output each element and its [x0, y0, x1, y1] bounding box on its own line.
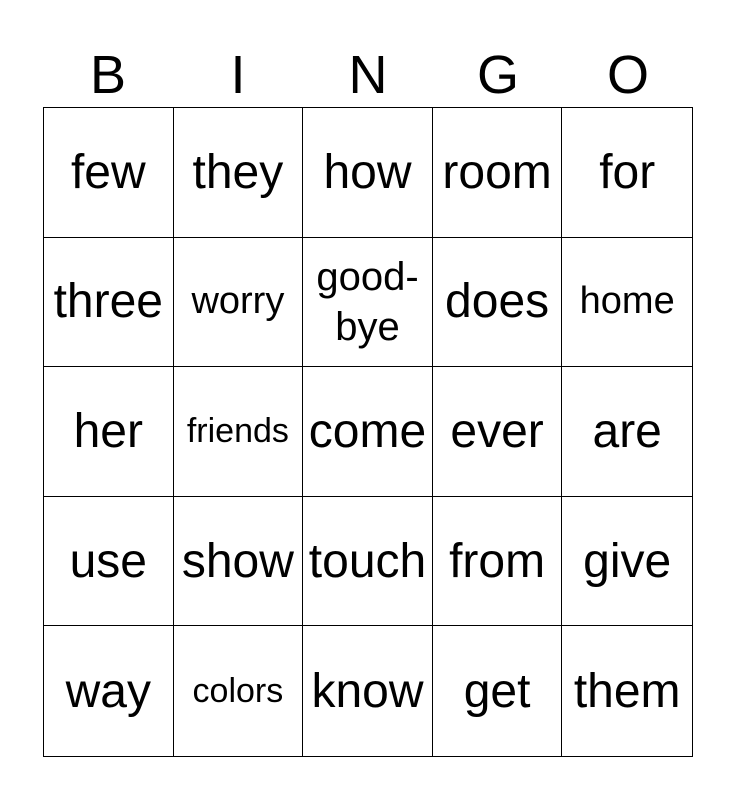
bingo-cell[interactable]: worry — [174, 238, 304, 368]
bingo-cell[interactable]: show — [174, 497, 304, 627]
bingo-cell[interactable]: from — [433, 497, 563, 627]
bingo-cell[interactable]: colors — [174, 626, 304, 756]
bingo-cell[interactable]: friends — [174, 367, 304, 497]
bingo-cell[interactable]: use — [44, 497, 174, 627]
header-letter-o: O — [606, 45, 649, 105]
bingo-cell[interactable]: three — [44, 238, 174, 368]
header-letter-n: N — [348, 45, 388, 105]
bingo-cell[interactable]: give — [562, 497, 692, 627]
bingo-cell[interactable]: for — [562, 108, 692, 238]
bingo-cell[interactable]: way — [44, 626, 174, 756]
bingo-cell-label: good- bye — [316, 254, 419, 349]
bingo-cell[interactable]: how — [303, 108, 433, 238]
bingo-grid — [43, 107, 693, 757]
bingo-cell[interactable]: ever — [433, 367, 563, 497]
bingo-cell[interactable]: room — [433, 108, 563, 238]
bingo-cell[interactable]: home — [562, 238, 692, 368]
bingo-cell[interactable]: them — [573, 664, 681, 718]
bingo-cell[interactable]: few — [44, 108, 174, 238]
header-letter-g: G — [476, 45, 519, 105]
bingo-cell[interactable]: does — [433, 238, 563, 368]
header-letter-i: I — [230, 45, 246, 105]
header-letter-b: B — [89, 45, 127, 105]
bingo-cell[interactable] — [303, 238, 433, 368]
bingo-cell[interactable]: they — [174, 108, 304, 238]
bingo-cell[interactable]: get — [433, 626, 563, 756]
bingo-cell[interactable]: know — [303, 626, 433, 756]
bingo-header — [43, 46, 693, 104]
bingo-cell[interactable]: her — [44, 367, 174, 497]
bingo-cell[interactable]: touch — [303, 497, 433, 627]
bingo-cell[interactable]: are — [562, 367, 692, 497]
bingo-cell[interactable]: come — [303, 367, 433, 497]
